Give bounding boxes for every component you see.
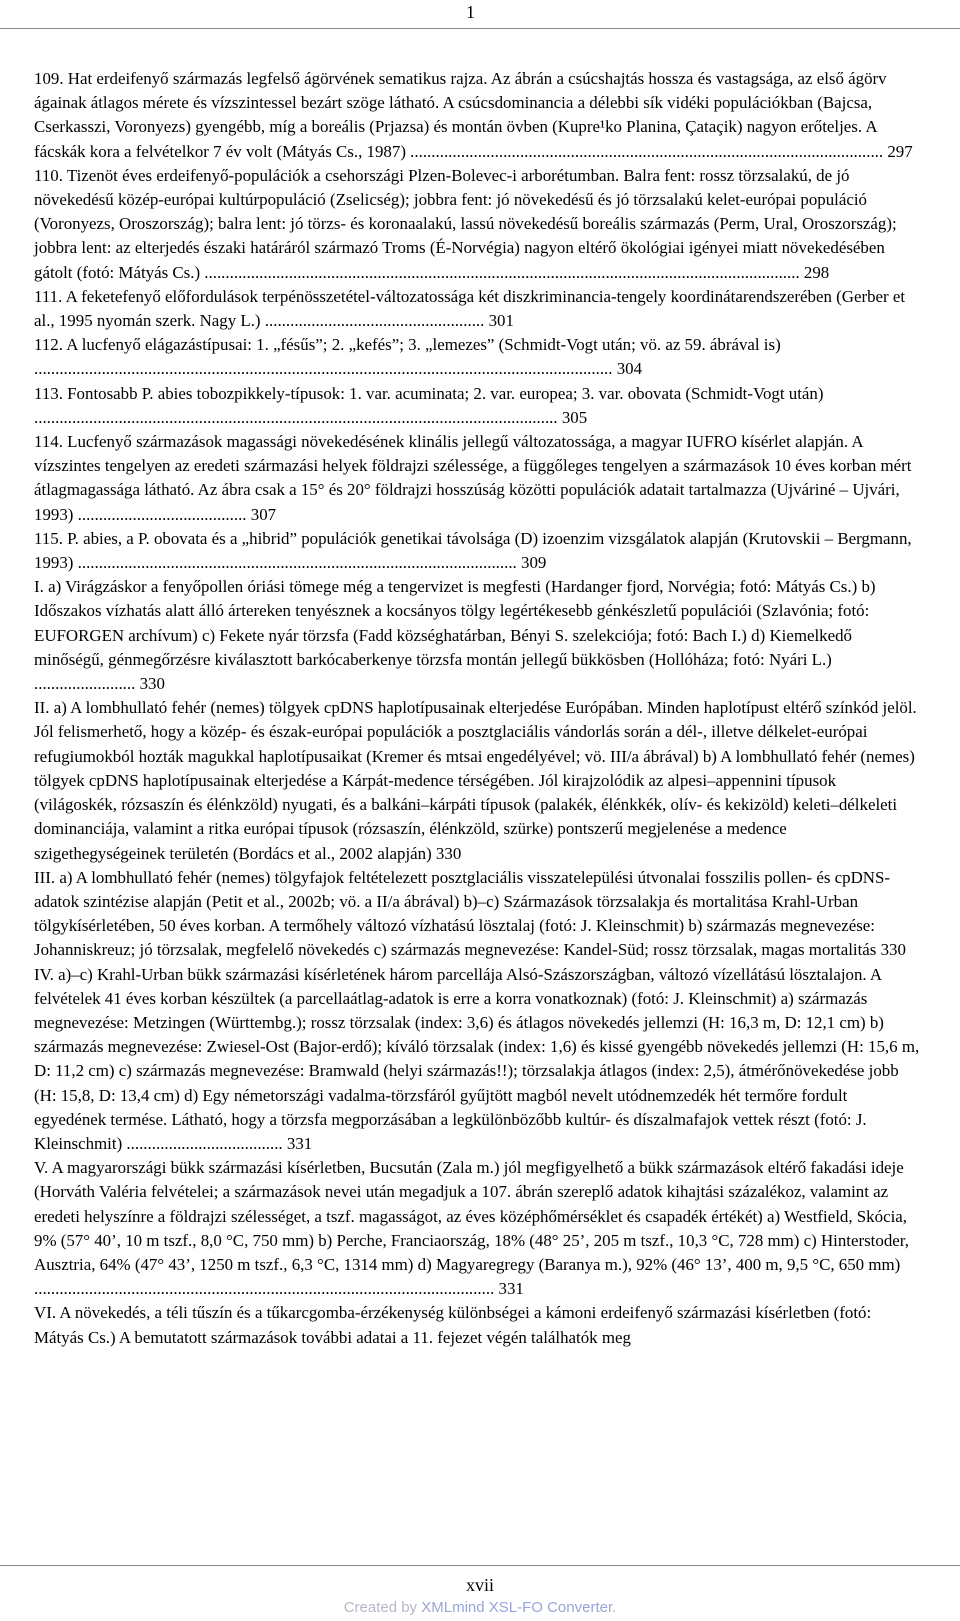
list-item-plate-V: V. A magyarországi bükk származási kísérletben, Bucsután (Zala m.) jól megfigyelhető a bükk származások eltérő fakadási ideje (Horváth Valéria felvételei; a származások nevei után megadjuk a 107. ábrán szereplő adatok kihajtási százalékoz, valamint az eredeti helyszínre a földrajzi szélességet, a tszf. magasságot, az éves középhőmérséklet és csapadék értékét) a) Westfield, Skócia, 9% (57° 40’, 10 m tszf., 8,0 °C, 750 mm) b) Perche, Franciaország, 18% (48° 25’, 205 m tszf., 10,3 °C, 728 mm) c) Hinterstoder, Ausztria, 64% (47° 43’, 1250 m tszf., 6,3 °C, 1314 mm) d) Magyaregregy (Baranya m.), 92% (46° 13’, 400 m, 9,5 °C, 650 mm) ............................................................................................................. 331 (34, 1158, 909, 1299)
list-item-plate-I: I. a) Virágzáskor a fenyőpollen óriási tömege még a tengervizet is megfesti (Hardanger fjord, Norvégia; fotó: Mátyás Cs.) b) Időszakos vízhatás alatt álló ártereken tenyésznek a kocsányos tölgy legértékesebb génkészletű populációi (Szlavónia; fotó: EUFORGEN archívum) c) Fekete nyár törzsfa (Fadd községhatárban, Bényi S. szelekciója; fotó: Bach I.) d) Kiemelkedő minőségű, génmegőrzésre kiválasztott barkócaberkenye törzsfa montán jellegű bükkösben (Hollóháza; fotó: Nyári L.) ........................ 330 (34, 577, 876, 694)
list-item-113: 113. Fontosabb P. abies tobozpikkely-típusok: 1. var. acuminata; 2. var. europea; 3. var. obovata (Schmidt-Vogt után) ............................................................................................................................ 305 (34, 383, 824, 427)
converter-credit (0, 1598, 960, 1618)
list-item-plate-III: III. a) A lombhullató fehér (nemes) tölgyfajok feltételezett posztglaciális visszatelepülési útvonalai fosszilis pollen- és cpDNS-adatok szintézise alapján (Petit et al., 2002b; vö. a II/a ábrával) b)–c) Származások törzsalakja és mortalitása Krahl-Urban tölgykísérletében, 50 éves korban. A termőhely változó vízhatású lösztalaj (fotó: J. Kleinschmit) b) származás megnevezése: Johanniskreuz; jó törzsalak, megfelelő növekedés c) származás megnevezése: Kandel-Süd; rossz törzsalak, magas mortalitás 330 (34, 867, 906, 960)
list-item-plate-IV: IV. a)–c) Krahl-Urban bükk származási kísérletének három parcellája Alsó-Szászországban, változó vízellátású lösztalajon. A felvételek 41 éves korban készültek (a parcellaátlag-adatok is erre a korra vonatkoznak) (fotó: J. Kleinschmit) a) származás megnevezése: Metzingen (Württembg.); rossz törzsalak (index: 3,6) és átlagos növekedés jellemzi (H: 16,3 m, D: 12,1 cm) b) származás megnevezése: Zwiesel-Ost (Bajor-erdő); kíváló törzsalak (index: 1,6) és kissé gyengébb növekedés jellemzi (H: 15,6 m, D: 11,2 cm) c) származás megnevezése: Bramwald (helyi származás!!); törzsalakja átlagos (index: 2,5), átmérőnövekedése jobb (H: 15,8, D: 13,4 cm) d) Egy németországi vadalma-törzsfáról gyűjtött magból nevelt utódnemzedék hét termőre fordult egyedének termése. Látható, hogy a törzsfa megporzásában a legkülönbözőbb kultúr- és díszalmafajok vettek részt (fotó: J. Kleinschmit) ..................................... 331 (34, 964, 920, 1153)
list-item-110: 110. Tizenöt éves erdeifenyő-populációk a csehországi Plzen-Bolevec-i arborétumban. Balra fent: rossz törzsalakú, de jó növekedésű közép-európai kultúrpopuláció (Zselicség); jobbra fent: jó növekedésű és jó törzsalakú kelet-európai populáció (Voronyezs, Oroszország); balra lent: jó törzs- és koronaalakú, lassú növekedésű boreális származás (Perm, Ural, Oroszország); jobbra lent: az elterjedés északi határáról származó Troms (É-Norvégia) nagyon eltérő ökológiai igényei miatt növekedésében gátolt (fotó: Mátyás Cs.) ............................................................................................................................................. 298 (34, 165, 897, 282)
figure-list (34, 67, 920, 1350)
header-rule (0, 28, 960, 29)
list-item-111: 111. A feketefenyő előfordulások terpénösszetétel-változatossága két diszkriminancia-tengely koordinátarendszerében (Gerber et al., 1995 nyomán szerk. Nagy L.) .................................................... 301 (34, 286, 906, 331)
credit-brand-link[interactable]: XMLmind XSL-FO Converter (421, 1599, 613, 1616)
list-item-plate-II: II. a) A lombhullató fehér (nemes) tölgyek cpDNS haplotípusainak elterjedése Európában. Minden haplotípust eltérő színkód jelöl. Jól felismerhető, hogy a közép- és észak-európai populációk a posztglaciális vándorlás során a dél-, illetve délkelet-európai refugiumokból hozták magukkal haplotípusaikat (Kremer és mtsai engedélyével; vö. III/a ábrával) b) A lombhullató fehér (nemes) tölgyek cpDNS haplotípusainak elterjedése a Kárpát-medence térségében. Jól kirajzolódik az alpesi–appennini típusok (világoskék, rózsaszín és élénkzöld) nyugati, és a balkáni–kárpáti típusok (palakék, élénkkék, olív- és kekizöld) keleti–délkeleti dominanciája, valamint a ritka európai típusok (rózsaszín, élénkzöld, szürke) pontszerű megjelenése a medence szigethegységeinek területén (Bordács et al., 2002 alapján) 330 (34, 698, 917, 863)
list-item-114: 114. Lucfenyő származások magassági növekedésének klinális jellegű változatossága, a magyar IUFRO kísérlet alapján. A vízszintes tengelyen az eredeti származási helyek földrajzi szélessége, a függőleges tengelyen a származások 10 éves korban mért átlagmagassága látható. Az ábra csak a 15° és 20° földrajzi hosszúság közötti populációk adatait tartalmazza (Ujváriné – Ujvári, 1993) ........................................ 307 (34, 432, 912, 524)
footer-rule (0, 1565, 960, 1566)
list-item-112: 112. A lucfenyő elágazástípusai: 1. „fésűs”; 2. „kefés”; 3. „lemezes” (Schmidt-Vogt után; vö. az 59. ábrával is) ......................................................................................................................................... 304 (34, 335, 781, 379)
list-item-115: 115. P. abies, a P. obovata és a „hibrid” populációk genetikai távolsága (D) izoenzim vizsgálatok alapján (Krutovskii – Bergmann, 1993) ........................................................................................................ 309 (34, 528, 912, 573)
credit-prefix: Created by (343, 1599, 422, 1616)
page-marker: 1 (466, 2, 475, 22)
page-number: xvii (465, 1575, 494, 1595)
list-item-plate-VI: VI. A növekedés, a téli tűszín és a tűkarcgomba-érzékenység különbségei a kámoni erdeifenyő származási kísérletben (fotó: Mátyás Cs.) A bemutatott származások további adatai a 11. fejezet végén találhatók meg (34, 1303, 872, 1347)
credit-suffix: . (612, 1599, 617, 1616)
list-item-109: 109. Hat erdeifenyő származás legfelső ágörvének sematikus rajza. Az ábrán a csúcshajtás hossza és vastagsága, az első ágörv ágainak átlagos mérete és vízszintessel bezárt szöge látható. A csúcsdominancia a délebbi sík vidéki populációkban (Bajcsa, Cserkasszi, Voronyezs) gyengébb, míg a boreális (Prjazsa) és montán övben (Kupre¹ko Planina, Çataçik) nagyon erőteljes. A fácskák kora a felvételkor 7 év volt (Mátyás Cs., 1987) ................................................................................................................ 297 (34, 69, 913, 161)
